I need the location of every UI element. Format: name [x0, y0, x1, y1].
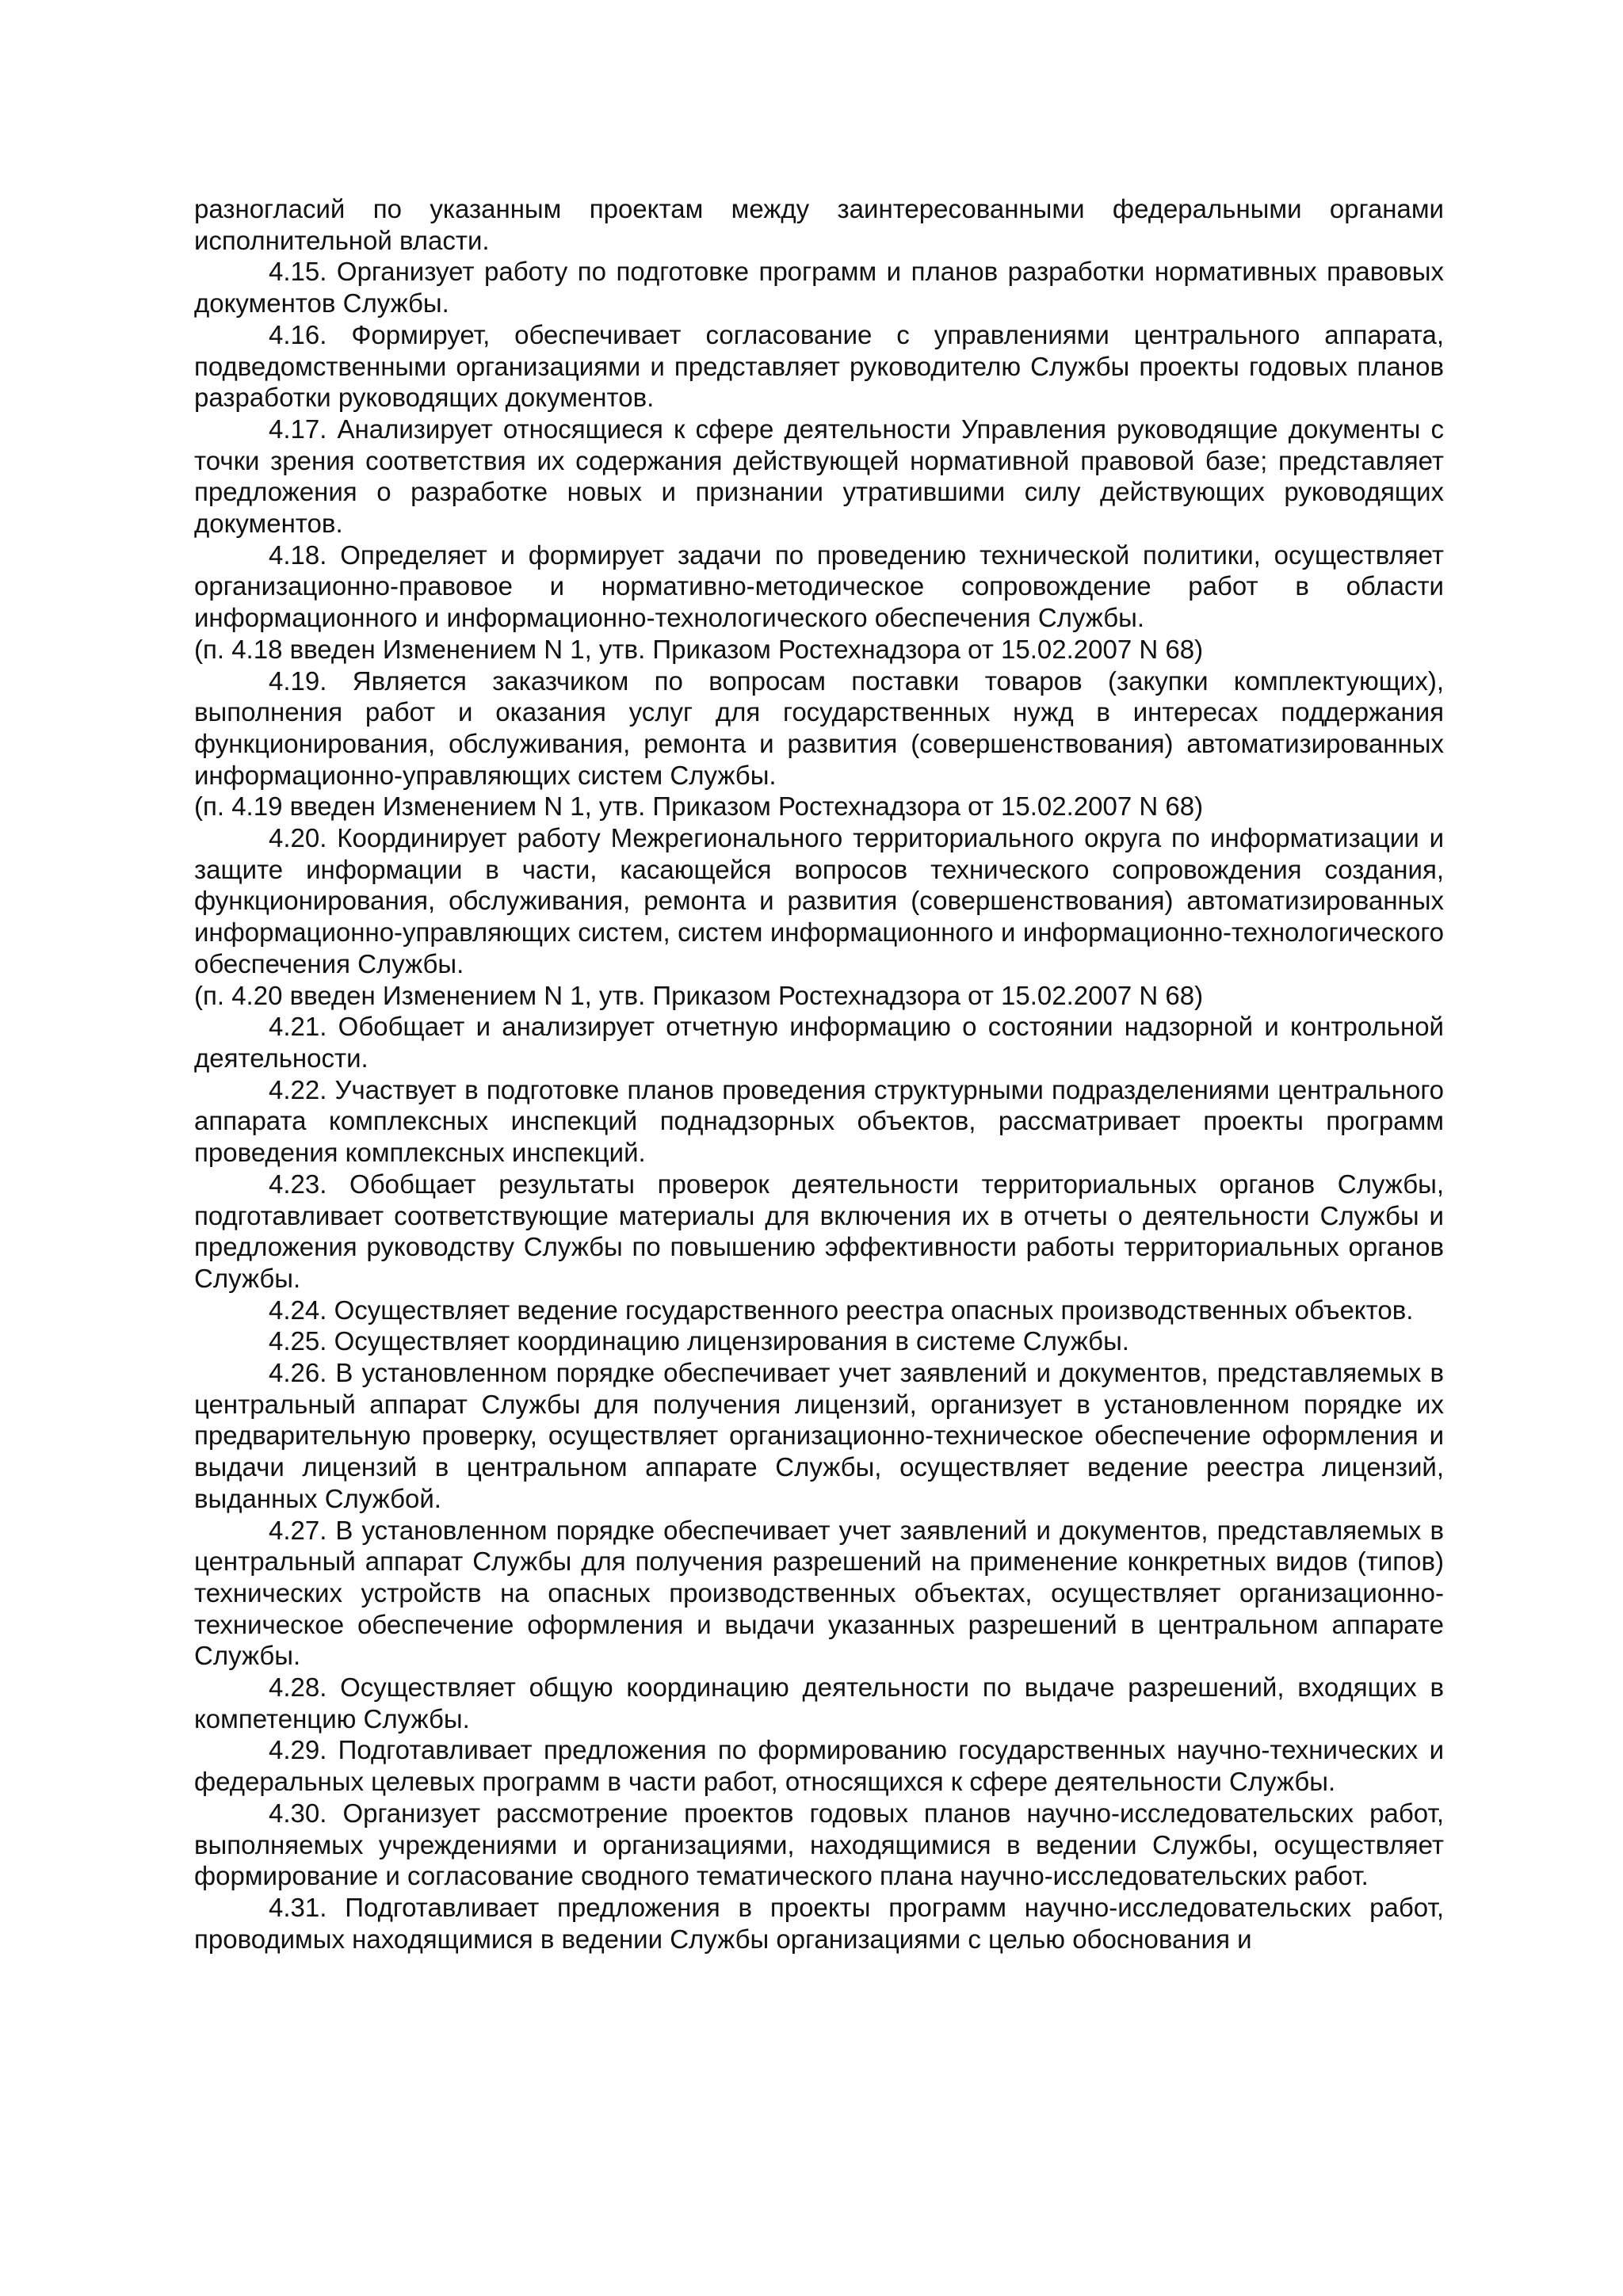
paragraph-continuation: разногласий по указанным проектам между заинтересованными федеральными органами исполнительной власти. [194, 194, 1444, 255]
paragraph-4-15: 4.15. Организует работу по подготовке программ и планов разработки нормативных правовых документов Службы. [194, 257, 1444, 318]
document-body [194, 193, 1444, 1955]
paragraph-4-23: 4.23. Обобщает результаты проверок деятельности территориальных органов Службы, подготавливает соответствующие материалы для включения их в отчеты о деятельности Службы и предложения руководству Службы по повышению эффективности работы территориальных органов Службы. [194, 1169, 1444, 1293]
paragraph-4-29: 4.29. Подготавливает предложения по формированию государственных научно-технических и федеральных целевых программ в части работ, относящихся к сфере деятельности Службы. [194, 1735, 1444, 1797]
amendment-note-4-19: (п. 4.19 введен Изменением N 1, утв. Приказом Ростехнадзора от 15.02.2007 N 68) [194, 791, 1204, 822]
paragraph-4-31: 4.31. Подготавливает предложения в проекты программ научно-исследовательских работ, проводимых находящимися в ведении Службы организациями с целью обоснования и [194, 1892, 1444, 1954]
paragraph-4-19: 4.19. Является заказчиком по вопросам поставки товаров (закупки комплектующих), выполнения работ и оказания услуг для государственных нужд в интересах поддержания функционирования, обслуживания, ремонта и развития (совершенствования) автоматизированных информационно-управляющих систем Службы. [194, 666, 1444, 790]
amendment-note-4-18: (п. 4.18 введен Изменением N 1, утв. Приказом Ростехнадзора от 15.02.2007 N 68) [194, 634, 1204, 664]
paragraph-4-18: 4.18. Определяет и формирует задачи по проведению технической политики, осуществляет организационно-правовое и нормативно-методическое сопровождение работ в области информационного и информационно-технологического обеспечения Службы. [194, 540, 1444, 633]
paragraph-4-22: 4.22. Участвует в подготовке планов проведения структурными подразделениями центрального аппарата комплексных инспекций поднадзорных объектов, рассматривает проекты программ проведения комплексных инспекций. [194, 1074, 1444, 1168]
paragraph-4-27: 4.27. В установленном порядке обеспечивает учет заявлений и документов, представляемых в центральный аппарат Службы для получения разрешений на применение конкретных видов (типов) технических устройств на опасных производственных объектах, осуществляет организационно-техническое обеспечение оформления и выдачи указанных разрешений в центральном аппарате Службы. [194, 1515, 1444, 1671]
paragraph-4-17: 4.17. Анализирует относящиеся к сфере деятельности Управления руководящие документы с точки зрения соответствия их содержания действующей нормативной правовой базе; представляет предложения о разработке новых и признании утратившими силу действующих руководящих документов. [194, 414, 1444, 539]
paragraph-4-16: 4.16. Формирует, обеспечивает согласование с управлениями центрального аппарата, подведомственными организациями и представляет руководителю Службы проекты годовых планов разработки руководящих документов. [194, 319, 1444, 413]
paragraph-4-21: 4.21. Обобщает и анализирует отчетную информацию о состоянии надзорной и контрольной деятельности. [194, 1012, 1444, 1073]
paragraph-4-26: 4.26. В установленном порядке обеспечивает учет заявлений и документов, представляемых в центральный аппарат Службы для получения лицензий, организует в установленном порядке их предварительную проверку, осуществляет организационно-техническое обеспечение оформления и выдачи лицензий в центральном аппарате Службы, осуществляет ведение реестра лицензий, выданных Службой. [194, 1358, 1444, 1513]
paragraph-4-24: 4.24. Осуществляет ведение государственного реестра опасных производственных объектов. [269, 1295, 1414, 1325]
paragraph-4-25: 4.25. Осуществляет координацию лицензирования в системе Службы. [269, 1326, 1129, 1356]
paragraph-4-30: 4.30. Организует рассмотрение проектов годовых планов научно-исследовательских работ, выполняемых учреждениями и организациями, находящимися в ведении Службы, осуществляет формирование и согласование сводного тематического плана научно-исследовательских работ. [194, 1798, 1444, 1891]
paragraph-4-28: 4.28. Осуществляет общую координацию деятельности по выдаче разрешений, входящих в компетенцию Службы. [194, 1672, 1444, 1733]
amendment-note-4-20: (п. 4.20 введен Изменением N 1, утв. Приказом Ростехнадзора от 15.02.2007 N 68) [194, 980, 1204, 1010]
paragraph-4-20: 4.20. Координирует работу Межрегионального территориального округа по информатизации и защите информации в части, касающейся вопросов технического сопровождения создания, функционирования, обслуживания, ремонта и развития (совершенствования) автоматизированных информационно-управляющих систем, систем информационного и информационно-технологического обеспечения Службы. [194, 823, 1444, 978]
